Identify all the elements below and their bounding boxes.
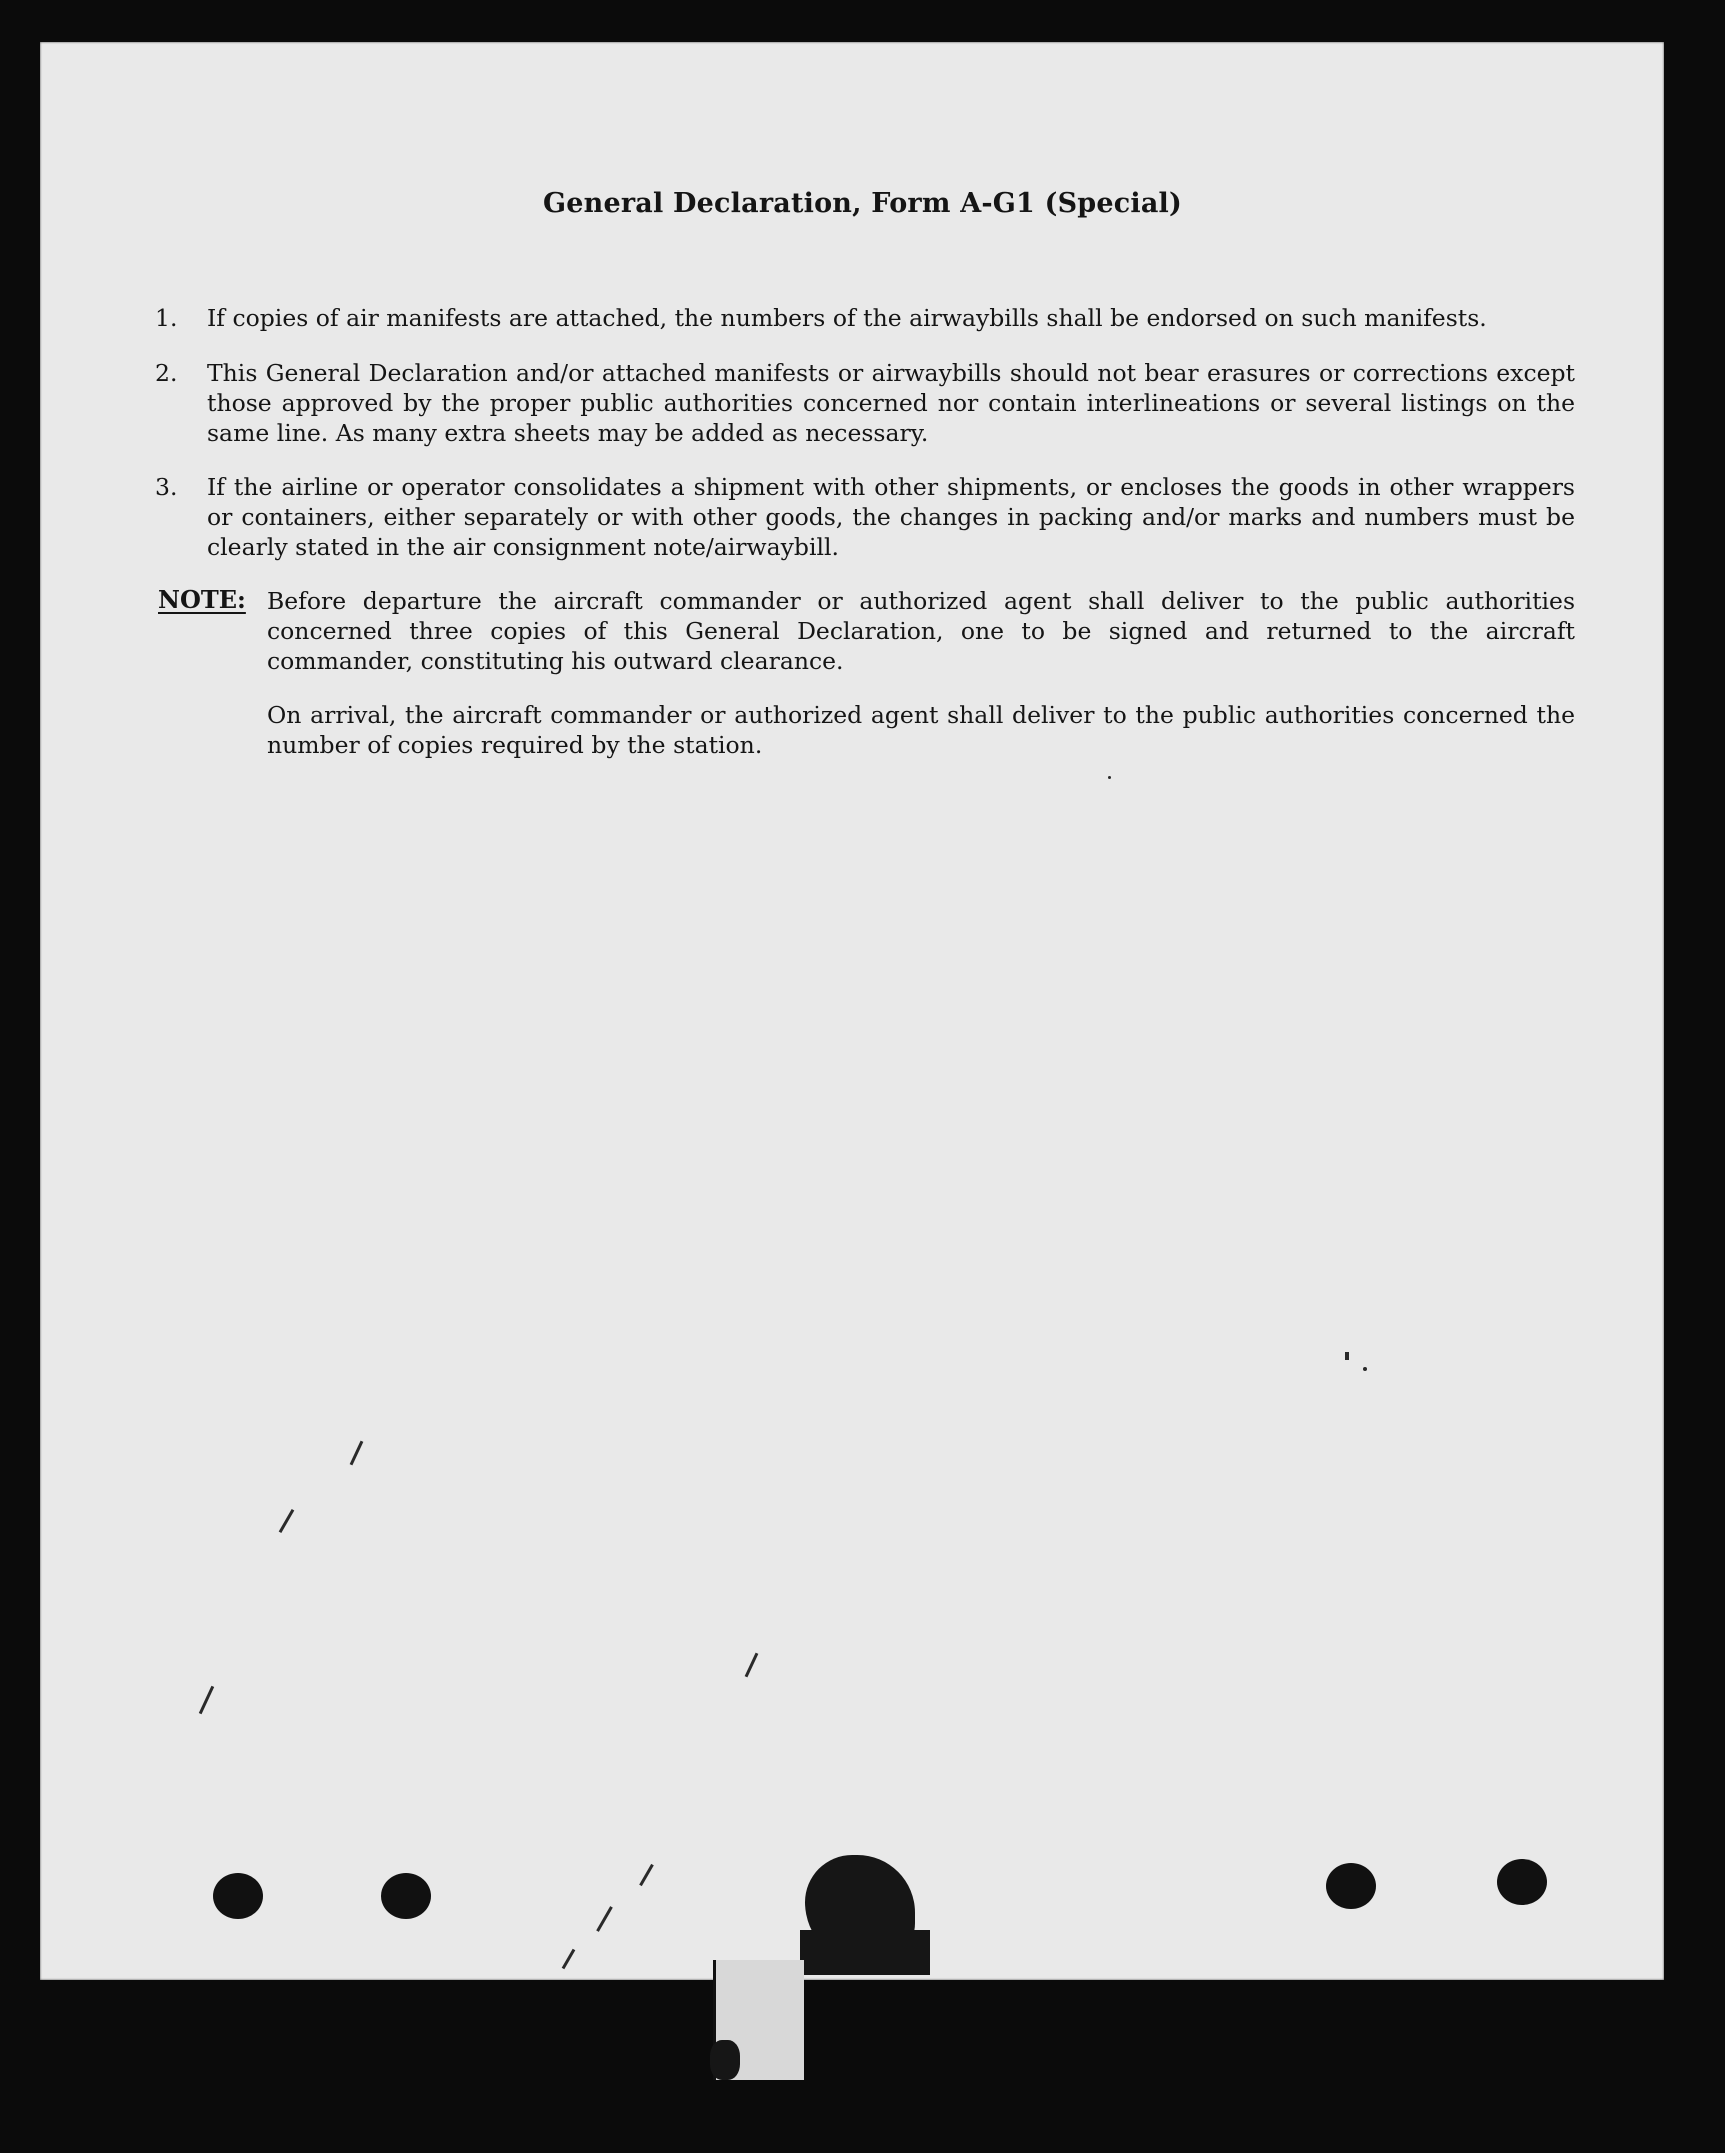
punch-hole bbox=[213, 1873, 263, 1919]
punch-hole bbox=[381, 1873, 431, 1919]
punch-hole bbox=[1326, 1863, 1376, 1909]
item-text: If the airline or operator consolidates a shipment with other shipments, or encloses the goods in other wrappers or containers, either separately or with other goods, the changes in packing and/or marks and numbers must be clearly stated in the air consignment note/airwaybill. bbox=[207, 473, 1575, 561]
stray-mark bbox=[1345, 1352, 1349, 1360]
damage-blot bbox=[710, 2040, 740, 2080]
item-number: 3. bbox=[155, 473, 178, 501]
note-paragraph: On arrival, the aircraft commander or authorized agent shall deliver to the public authorities concerned the number of copies required by the station. bbox=[267, 701, 1575, 759]
note-paragraph: Before departure the aircraft commander or authorized agent shall deliver to the public authorities concerned three copies of this General Declaration, one to be signed and returned to the aircraft commander, constituting his outward clearance. bbox=[267, 587, 1575, 675]
item-text: If copies of air manifests are attached, the numbers of the airwaybills shall be endorsed on such manifests. bbox=[207, 304, 1487, 332]
note-label: NOTE: bbox=[158, 585, 246, 614]
document-title: General Declaration, Form A-G1 (Special) bbox=[543, 188, 1182, 219]
item-number: 1. bbox=[155, 304, 178, 332]
item-number: 2. bbox=[155, 359, 178, 387]
damage-blot bbox=[800, 1930, 930, 1975]
punch-hole bbox=[1497, 1859, 1547, 1905]
item-text: This General Declaration and/or attached manifests or airwaybills should not bear erasures or corrections except those approved by the proper public authorities concerned nor contain interlineations or several listings on the same line. As many extra sheets may be added as necessary. bbox=[207, 359, 1575, 447]
stray-mark bbox=[1108, 776, 1111, 779]
stray-mark bbox=[1363, 1367, 1367, 1371]
